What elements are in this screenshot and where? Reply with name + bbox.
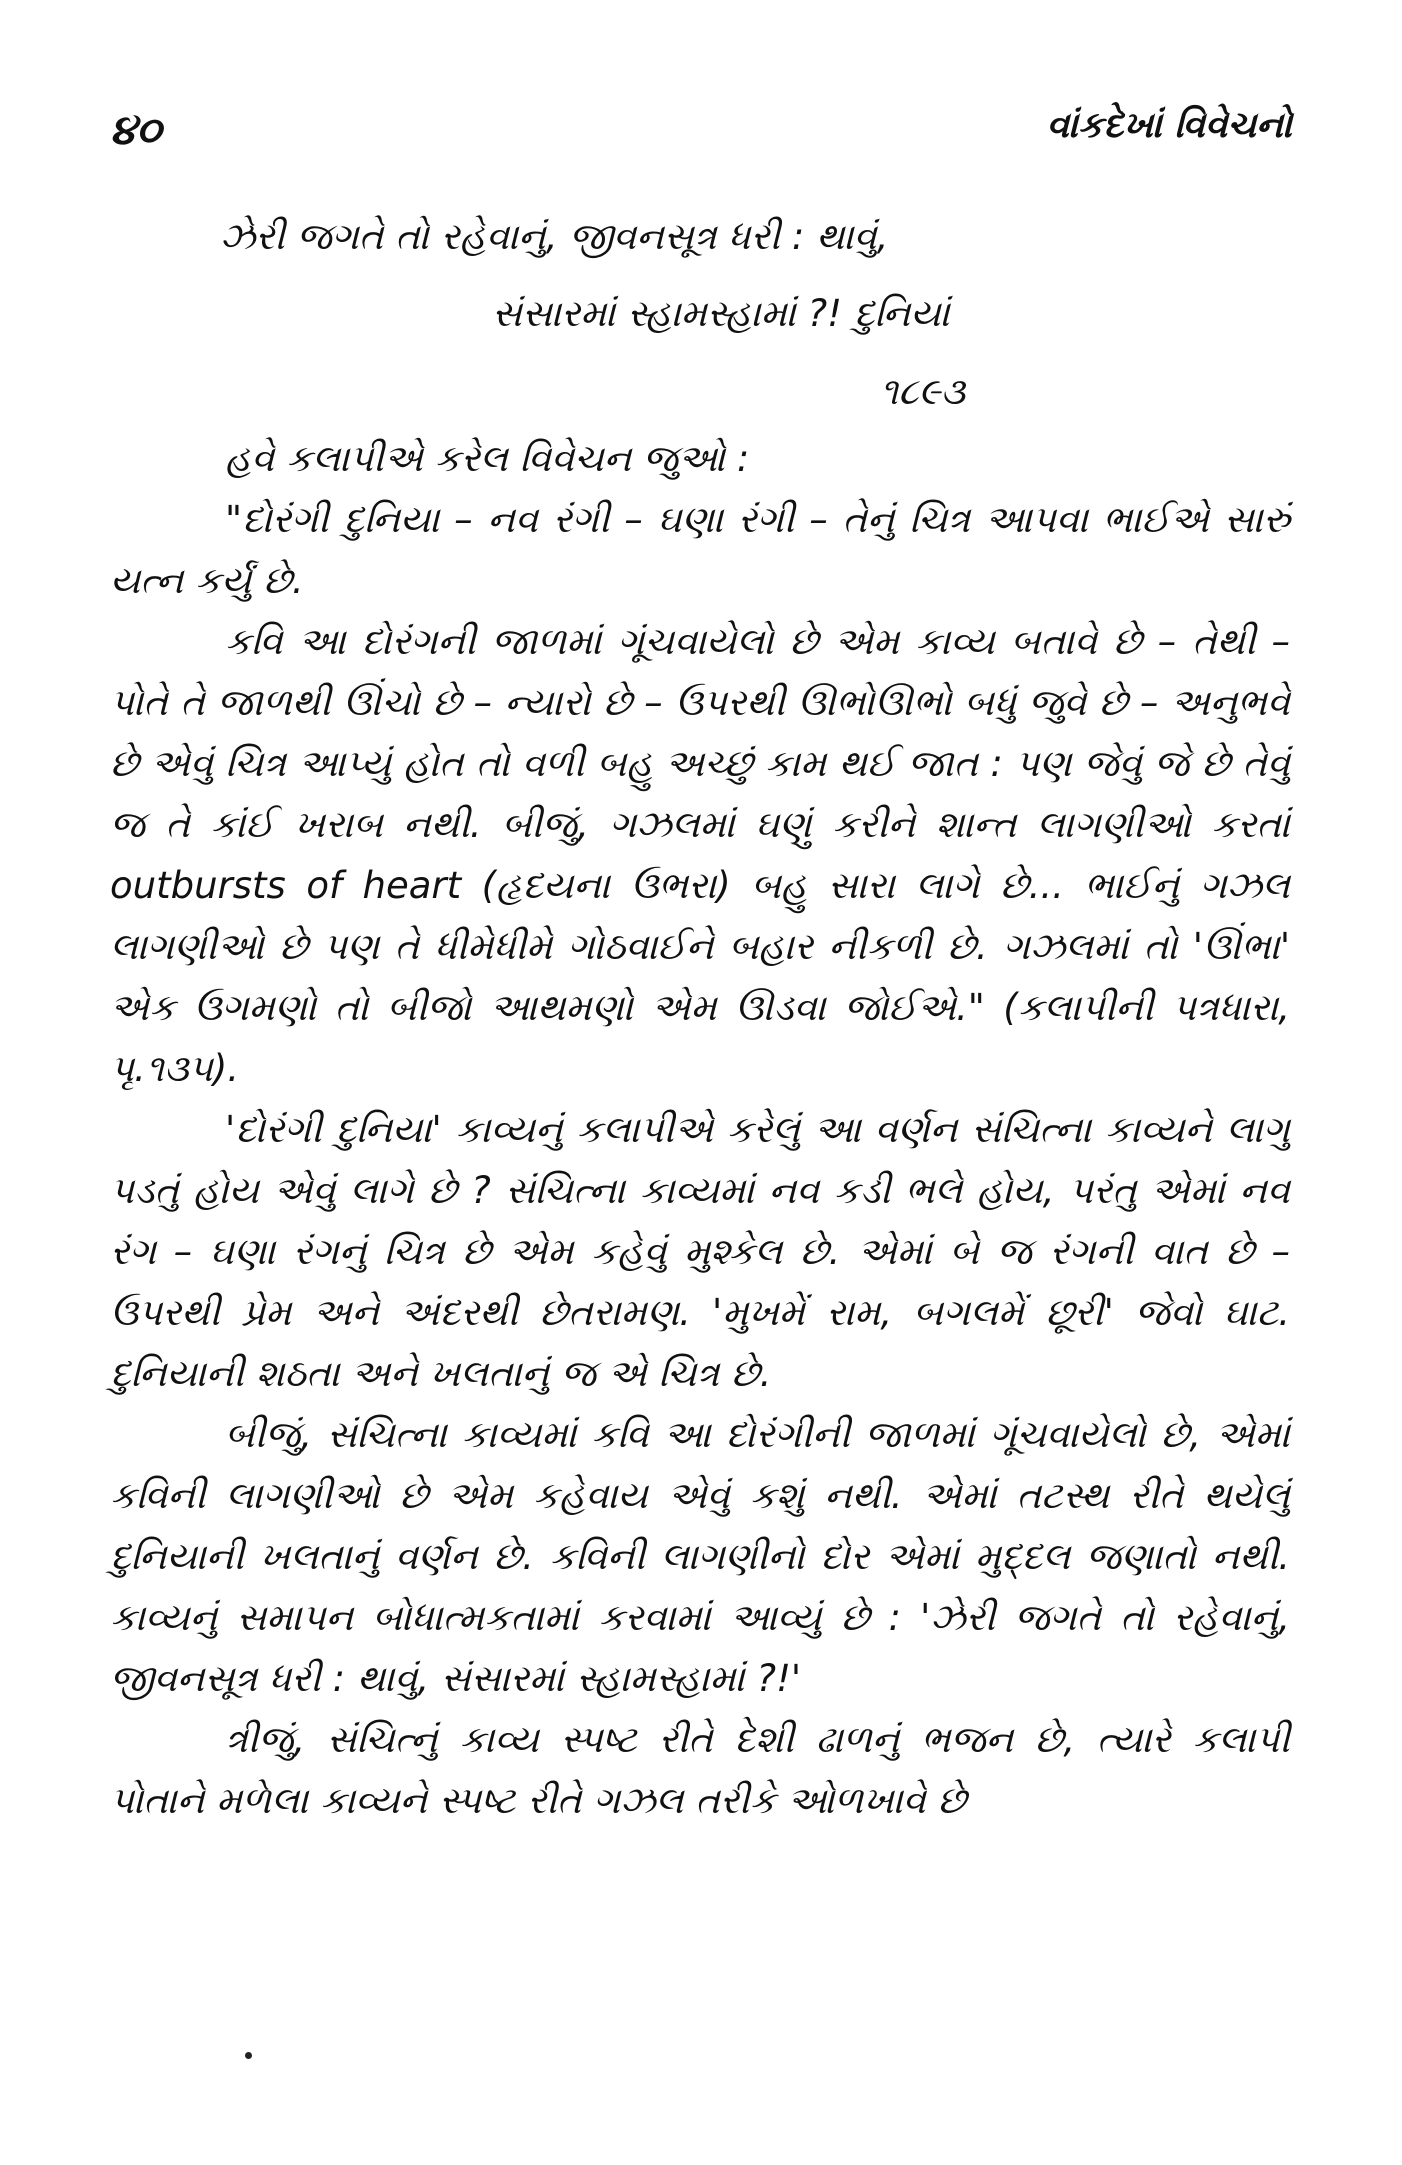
body-text — [110, 428, 1290, 1831]
running-head: વાંકદેખાં વિવેચનો — [1046, 105, 1292, 146]
paragraph: ત્રીજું, સંચિત્નું કાવ્ય સ્પષ્ટ રીતે દેશી ઢાળનું ભજન છે, ત્યારે કલાપી પોતાને મળેલા કાવ્યને સ્પષ્ટ રીતે ગઝલ તરીકે ઓળખાવે છે — [110, 1718, 1290, 1822]
paragraph: હવે કલાપીએ કરેલ વિવેચન જુઓ : — [225, 437, 750, 480]
page-number: ૪૦ — [110, 105, 162, 154]
paragraph: "દોરંગી દુનિયા – નવ રંગી – ઘણા રંગી – તેનું ચિત્ર આપવા ભાઈએ સારું યત્ન કર્યું છે. — [110, 498, 1290, 602]
verse-year: ૧૮૯૩ — [880, 370, 966, 413]
verse-line: સંસારમાં સ્હામસ્હામાં ?! દુનિયાં — [492, 292, 950, 335]
paragraph: 'દોરંગી દુનિયા' કાવ્યનું કલાપીએ કરેલું આ વર્ણન સંચિત્ના કાવ્યને લાગુ પડતું હોય એવું લાગે છે ? સંચિત્ના કાવ્યમાં નવ કડી ભલે હોય, પરંતુ એમાં નવ રંગ – ઘણા રંગનું ચિત્ર છે એમ કહેવું મુશ્કેલ છે. એમાં બે જ રંગની વાત છે – ઉપરથી પ્રેમ અને અંદરથી છેતરામણ. 'મુખમેં રામ, બગલમેં છૂરી' જેવો ઘાટ. દુનિયાની શઠતા અને ખલતાનું જ એ ચિત્ર છે. — [110, 1108, 1290, 1395]
paragraph: બીજું, સંચિત્ના કાવ્યમાં કવિ આ દોરંગીની જાળમાં ગૂંચવાયેલો છે, એમાં કવિની લાગણીઓ છે એમ કહેવાય એવું કશું નથી. એમાં તટસ્થ રીતે થયેલું દુનિયાની ખલતાનું વર્ણન છે. કવિની લાગણીનો દોર એમાં મુદ્દલ જણાતો નથી. કાવ્યનું સમાપન બોધાત્મકતામાં કરવામાં આવ્યું છે : 'ઝેરી જગતે તો રહેવાનું, જીવનસૂત્ર ધરી : થાવું, સંસારમાં સ્હામસ્હામાં ?!' — [110, 1413, 1290, 1700]
paragraph: કવિ આ દોરંગની જાળમાં ગૂંચવાયેલો છે એમ કાવ્ય બતાવે છે – તેથી – પોતે તે જાળથી ઊંચો છે – ન્યારો છે – ઉપરથી ઊભોઊભો બધું જુવે છે – અનુભવે છે એવું ચિત્ર આપ્યું હોત તો વળી બહુ અચ્છું કામ થઈ જાત : પણ જેવું જે છે તેવું જ તે કાંઈ ખરાબ નથી. બીજું, ગઝલમાં ઘણું કરીને શાન્ત લાગણીઓ કરતાં outbursts of heart (હૃદયના ઉભરા) બહુ સારા લાગે છે... ભાઈનું ગઝલ લાગણીઓ છે પણ તે ધીમેધીમે ગોઠવાઈને બહાર નીકળી છે. ગઝલમાં તો 'ઊંભા' એક ઉગમણો તો બીજો આથમણો એમ ઊડવા જોઈએ." (કલાપીની પત્રધારા, પૃ.૧૩૫). — [110, 620, 1290, 1090]
print-speck — [245, 2052, 252, 2059]
page-header — [110, 105, 1292, 165]
verse-line: ઝેરી જગતે તો રહેવાનું, જીવનસૂત્ર ધરી : થાવું, — [220, 215, 889, 258]
